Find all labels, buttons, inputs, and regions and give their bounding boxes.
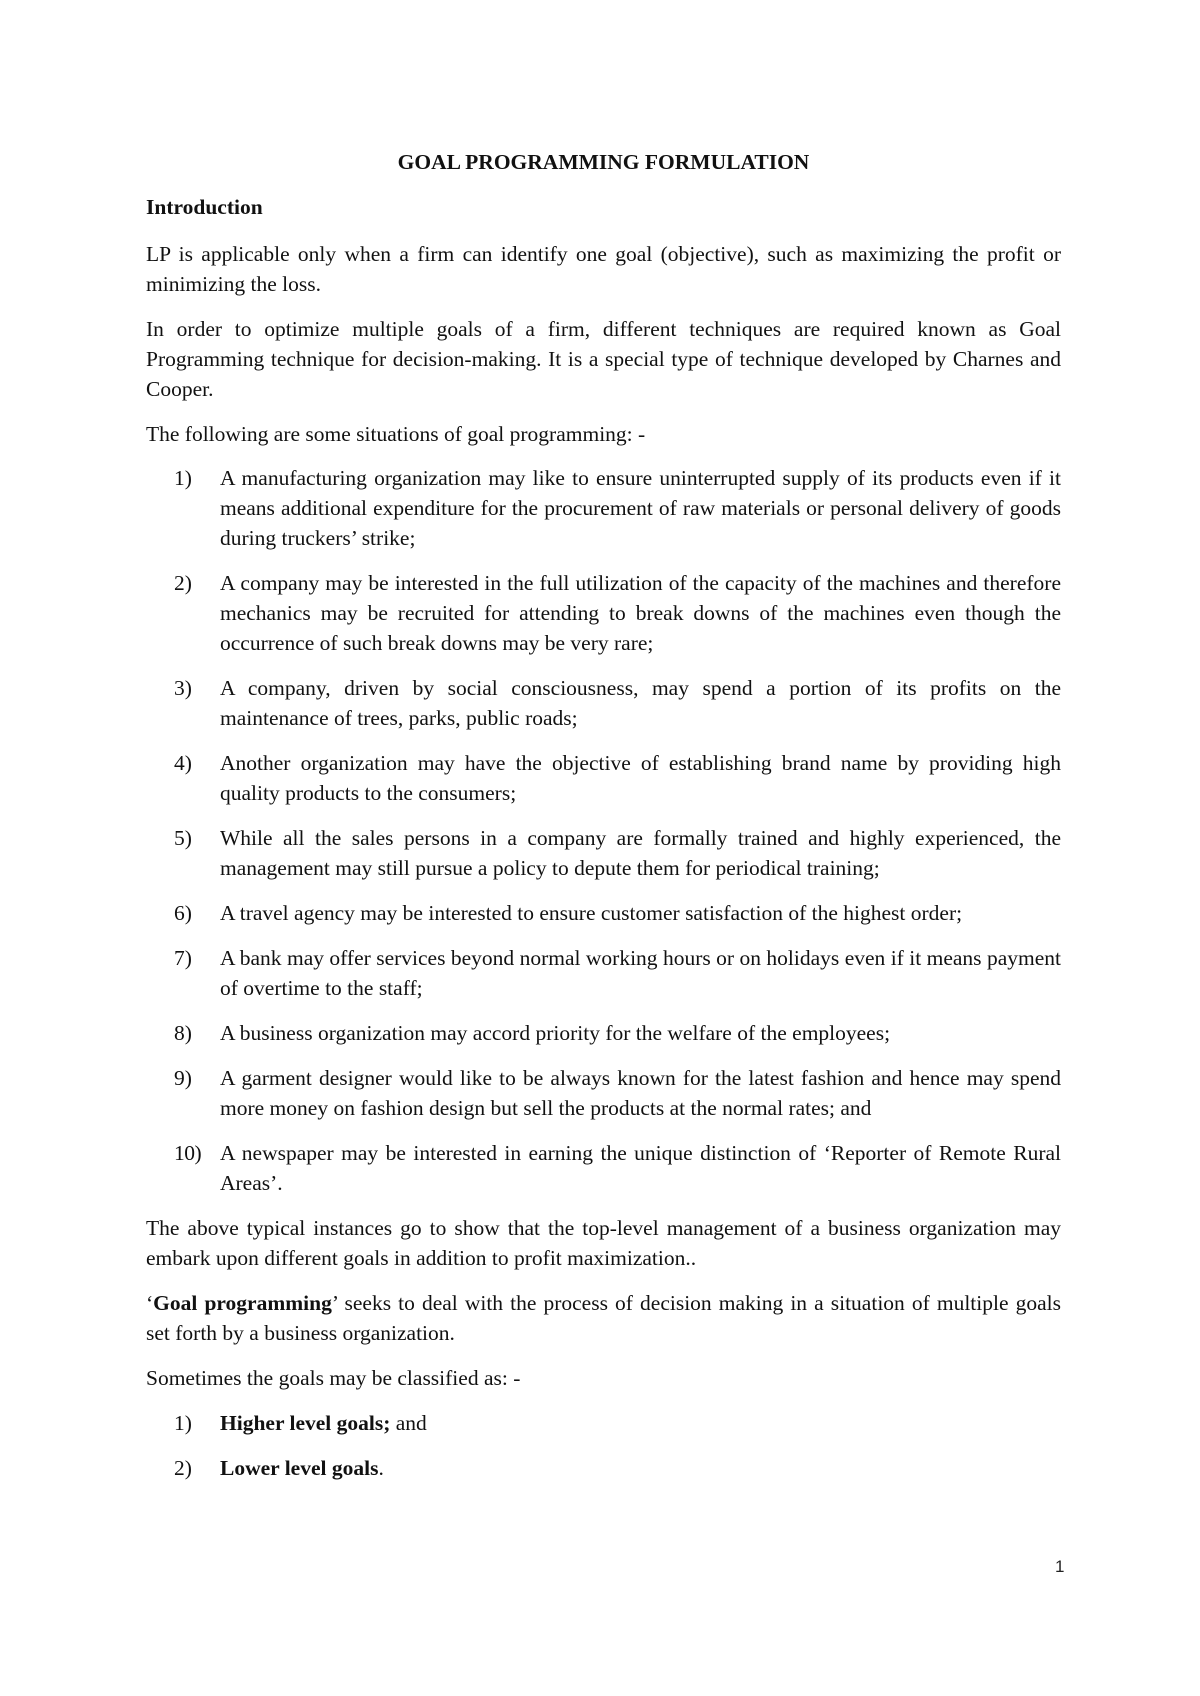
document-title: GOAL PROGRAMMING FORMULATION xyxy=(397,150,810,174)
list-item-number: 8) xyxy=(174,1021,192,1045)
list-item-text: While all the sales persons in a company are formally trained and highly experienced, the management may still pursue a policy to depute them for periodical training; xyxy=(220,826,1061,880)
list-item xyxy=(146,1018,1061,1048)
page-content xyxy=(146,147,1061,1498)
goal-type-label: Higher level goals; xyxy=(220,1411,391,1435)
list-item-number: 10) xyxy=(174,1141,202,1165)
list-item xyxy=(146,898,1061,928)
goal-programming-text: ’ seeks to deal with the process of decision making in a situation of multiple goals set forth by a business organization. xyxy=(146,1291,1061,1345)
summary-paragraph: The above typical instances go to show that the top-level management of a business organization may embark upon different goals in addition to profit maximization.. xyxy=(146,1216,1061,1270)
list-item-number: 1) xyxy=(174,1411,192,1435)
list-item-text: A travel agency may be interested to ensure customer satisfaction of the highest order; xyxy=(220,901,963,925)
list-item-text: A company, driven by social consciousness, may spend a portion of its profits on the maintenance of trees, parks, public roads; xyxy=(220,676,1061,730)
list-item-text: A newspaper may be interested in earning the unique distinction of ‘Reporter of Remote Rural Areas’. xyxy=(220,1141,1061,1195)
list-item xyxy=(146,568,1061,658)
list-item xyxy=(146,1138,1061,1198)
classification-lead-in: Sometimes the goals may be classified as: - xyxy=(146,1366,521,1390)
intro-paragraph-lp: LP is applicable only when a firm can identify one goal (objective), such as maximizing the profit or minimizing the loss. xyxy=(146,242,1061,296)
list-item-number: 5) xyxy=(174,826,192,850)
list-item-text: A company may be interested in the full utilization of the capacity of the machines and therefore mechanics may be recruited for attending to break downs of the machines even though the occurrence of such break downs may be very rare; xyxy=(220,571,1061,655)
list-item xyxy=(146,1453,1061,1483)
intro-paragraph-multiple-goals: In order to optimize multiple goals of a firm, different techniques are required known as Goal Programming technique for decision-making. It is a special type of technique developed by Charnes and Cooper. xyxy=(146,317,1061,401)
list-item-number: 9) xyxy=(174,1066,192,1090)
list-item-text: Another organization may have the objective of establishing brand name by providing high quality products to the consumers; xyxy=(220,751,1061,805)
page-number: 1 xyxy=(1055,1557,1065,1576)
list-item-number: 3) xyxy=(174,676,192,700)
goal-type-label: Lower level goals xyxy=(220,1456,379,1480)
list-item-text: A manufacturing organization may like to ensure uninterrupted supply of its products even if it means additional expenditure for the procurement of raw materials or personal delivery of goods during truckers’ strike; xyxy=(220,466,1061,550)
list-item-number: 6) xyxy=(174,901,192,925)
situations-list xyxy=(146,463,1061,1198)
list-item-number: 2) xyxy=(174,1456,192,1480)
list-item xyxy=(146,748,1061,808)
list-item xyxy=(146,943,1061,1003)
list-item xyxy=(146,1063,1061,1123)
list-item xyxy=(146,823,1061,883)
list-item-text: A garment designer would like to be always known for the latest fashion and hence may spend more money on fashion design but sell the products at the normal rates; and xyxy=(220,1066,1061,1120)
section-heading-introduction: Introduction xyxy=(146,195,263,219)
list-item-number: 1) xyxy=(174,466,192,490)
list-item-number: 7) xyxy=(174,946,192,970)
goal-type-suffix: . xyxy=(378,1456,384,1480)
list-item-text: A bank may offer services beyond normal working hours or on holidays even if it means payment of overtime to the staff; xyxy=(220,946,1061,1000)
list-item xyxy=(146,463,1061,553)
goal-types-list xyxy=(146,1408,1061,1483)
goal-programming-term: Goal programming xyxy=(153,1291,332,1315)
list-item-number: 2) xyxy=(174,571,192,595)
goal-type-suffix: and xyxy=(390,1411,427,1435)
list-item-text: A business organization may accord priority for the welfare of the employees; xyxy=(220,1021,891,1045)
list-item xyxy=(146,673,1061,733)
list-item-number: 4) xyxy=(174,751,192,775)
situations-lead-in: The following are some situations of goal programming: - xyxy=(146,422,646,446)
open-quote: ‘ xyxy=(146,1291,154,1315)
goal-programming-definition xyxy=(146,1288,1061,1348)
list-item xyxy=(146,1408,1061,1438)
